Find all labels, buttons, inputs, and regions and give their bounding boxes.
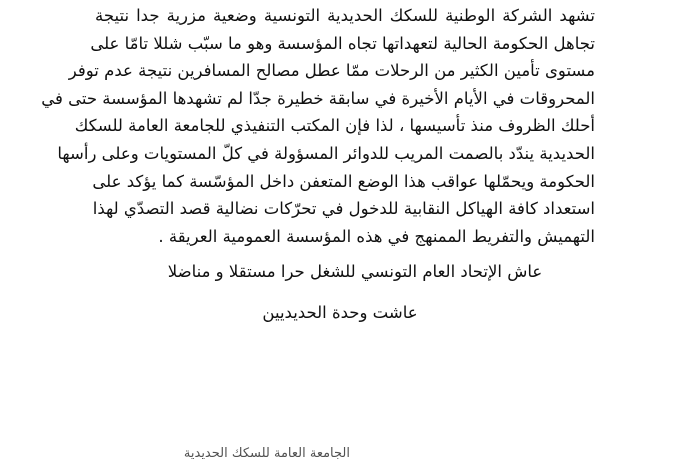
statement-paragraph xyxy=(41,2,595,250)
paragraph-line: المحروقات في الأيام الأخيرة في سابقة خطيرة جدّا لم تشهدها المؤسسة حتى في xyxy=(41,88,595,108)
paragraph-line: التهميش والتفريط الممنهج في هذه المؤسسة العمومية العريقة . xyxy=(158,226,595,246)
paragraph-line: مستوى تأمين الكثير من الرحلات ممّا عطل مصالح المسافرين نتيجة عدم توفر xyxy=(68,61,595,81)
paragraph-line: استعداد كافة الهياكل النقابية للدخول في تحرّكات نضالية قصد التصدّي لهذا xyxy=(92,199,595,219)
paragraph-line: تجاهل الحكومة الحالية لتعهداتها تجاه المؤسسة وهو ما سبّب شللا تامّا على xyxy=(90,33,595,53)
paragraph-line: الحديدية يندّد بالصمت المريب للدوائر المسؤولة في كلّ المستويات وعلى رأسها xyxy=(57,143,595,163)
paragraph-line: أحلك الظروف منذ تأسيسها ، لذا فإن المكتب التنفيذي للجامعة العامة للسكك xyxy=(74,116,595,136)
union-slogan: عاش الإتحاد العام التونسي للشغل حرا مستقلا و مناضلا xyxy=(167,262,543,281)
railway-workers-slogan: عاشت وحدة الحديديين xyxy=(262,303,418,322)
cropped-signature-line: الجامعة العامة للسكك الحديدية xyxy=(183,446,350,460)
paragraph-line: الحكومة ويحمّلها عواقب هذا الوضع المتعفن داخل المؤسّسة كما يؤكد على xyxy=(92,171,595,191)
paragraph-line: تشهد الشركة الوطنية للسكك الحديدية التونسية وضعية مزرية جدا نتيجة xyxy=(95,6,595,25)
